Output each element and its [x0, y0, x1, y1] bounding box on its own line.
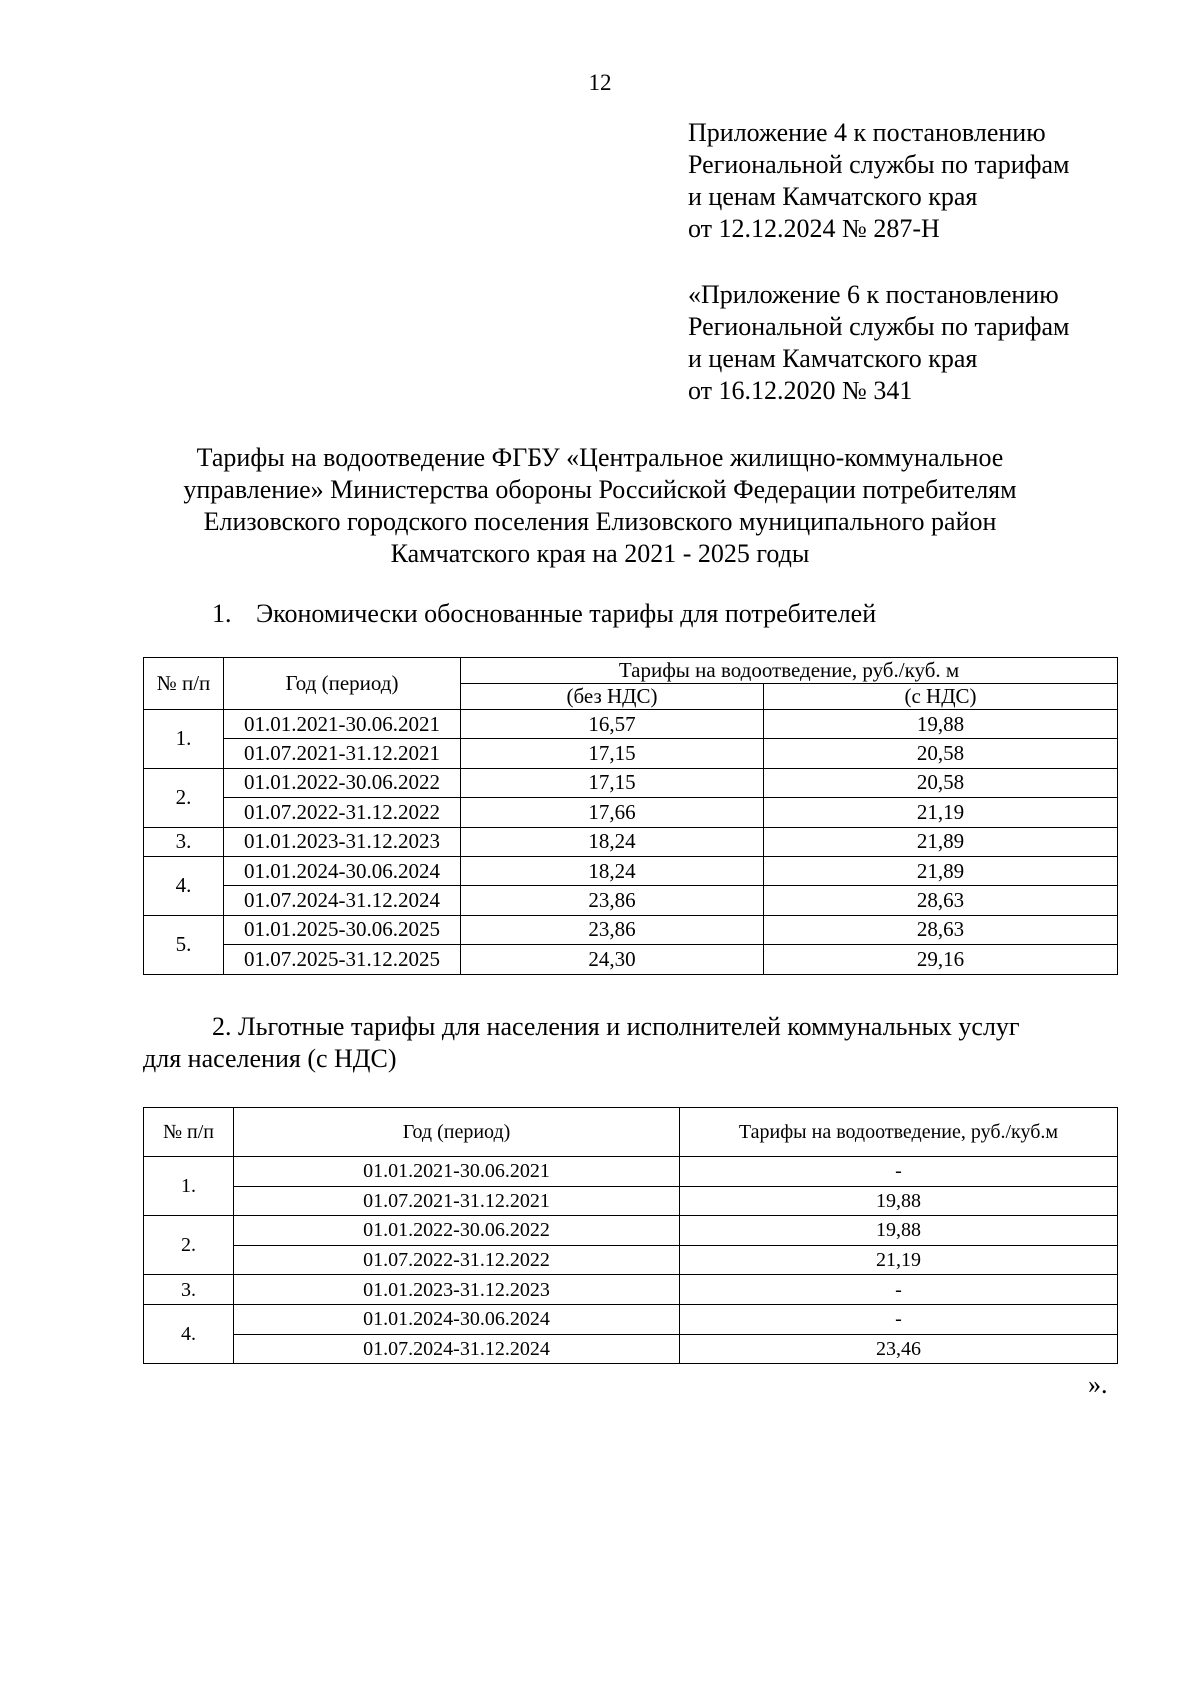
period-cell: 01.01.2022-30.06.2022 [224, 768, 461, 797]
title-line: Тарифы на водоотведение ФГБУ «Центральное жилищно-коммунальное [196, 443, 1004, 472]
vat-cell: 28,63 [764, 886, 1118, 915]
period-cell: 01.07.2025-31.12.2025 [224, 945, 461, 974]
appendix-line: и ценам Камчатского края [688, 182, 978, 211]
appendix-line: от 12.12.2024 № 287-Н [688, 214, 940, 243]
table-row [144, 1304, 1118, 1334]
period-cell: 01.01.2024-30.06.2024 [224, 856, 461, 885]
table-row [144, 1245, 1118, 1275]
table-row [144, 1186, 1118, 1216]
no-vat-cell: 24,30 [461, 945, 764, 974]
header-cell-tariff: Тарифы на водоотведение, руб./куб. м [461, 658, 1118, 684]
row-number-cell: 3. [144, 827, 224, 856]
row-number-cell: 4. [144, 1304, 234, 1363]
appendix-line: Региональной службы по тарифам [688, 312, 1070, 341]
preferential-tariffs-table [143, 1107, 1118, 1364]
row-number-cell: 4. [144, 856, 224, 915]
table-header-row [144, 658, 1118, 684]
table-row [144, 856, 1118, 885]
header-cell-num: № п/п [144, 1108, 234, 1157]
no-vat-cell: 17,15 [461, 739, 764, 768]
period-cell: 01.07.2024-31.12.2024 [224, 886, 461, 915]
row-number-cell: 3. [144, 1275, 234, 1305]
period-cell: 01.01.2023-31.12.2023 [234, 1275, 680, 1305]
appendix-line: «Приложение 6 к постановлению [688, 280, 1059, 309]
vat-cell: 29,16 [764, 945, 1118, 974]
appendix-line: Приложение 4 к постановлению [688, 118, 1046, 147]
title-line: Камчатского края на 2021 - 2025 годы [390, 539, 810, 568]
no-vat-cell: 23,86 [461, 915, 764, 944]
row-number-cell: 2. [144, 1216, 234, 1275]
appendix-reference-original [688, 279, 1069, 407]
period-cell: 01.07.2022-31.12.2022 [234, 1245, 680, 1275]
row-number-cell: 1. [144, 1157, 234, 1216]
tariff-cell: 19,88 [680, 1186, 1118, 1216]
title-line: управление» Министерства обороны Российской Федерации потребителям [183, 475, 1017, 504]
title-line: Елизовского городского поселения Елизовского муниципального район [203, 507, 997, 536]
section-1-heading [212, 598, 876, 630]
closing-quote: ». [1088, 1370, 1108, 1399]
period-cell: 01.07.2024-31.12.2024 [234, 1334, 680, 1364]
economic-tariffs-table [143, 657, 1118, 975]
no-vat-cell: 17,15 [461, 768, 764, 797]
table-row [144, 1334, 1118, 1364]
no-vat-cell: 17,66 [461, 798, 764, 827]
period-cell: 01.07.2022-31.12.2022 [224, 798, 461, 827]
section-1-title: Экономически обоснованные тарифы для потребителей [256, 599, 877, 628]
tariff-cell: 19,88 [680, 1216, 1118, 1246]
appendix-line: и ценам Камчатского края [688, 344, 978, 373]
section-2-heading-line: для населения (с НДС) [143, 1044, 397, 1073]
vat-cell: 20,58 [764, 768, 1118, 797]
header-cell-no-vat: (без НДС) [461, 684, 764, 710]
tariff-cell: - [680, 1304, 1118, 1334]
vat-cell: 21,89 [764, 856, 1118, 885]
vat-cell: 19,88 [764, 710, 1118, 739]
appendix-line: Региональной службы по тарифам [688, 150, 1070, 179]
table-row [144, 710, 1118, 739]
period-cell: 01.01.2021-30.06.2021 [234, 1157, 680, 1187]
vat-cell: 21,19 [764, 798, 1118, 827]
no-vat-cell: 16,57 [461, 710, 764, 739]
table-row [144, 1216, 1118, 1246]
table-row [144, 739, 1118, 768]
header-cell-vat: (с НДС) [764, 684, 1118, 710]
period-cell: 01.01.2025-30.06.2025 [224, 915, 461, 944]
table-row [144, 1157, 1118, 1187]
table-row [144, 886, 1118, 915]
page-number: 12 [588, 70, 612, 95]
table-row [144, 1275, 1118, 1305]
table-row [144, 768, 1118, 797]
section-1-number: 1. [212, 599, 232, 628]
table-row [144, 827, 1118, 856]
row-number-cell: 5. [144, 915, 224, 974]
no-vat-cell: 23,86 [461, 886, 764, 915]
section-2-heading-line: 2. Льготные тарифы для населения и исполнителей коммунальных услуг [212, 1012, 1020, 1041]
no-vat-cell: 18,24 [461, 856, 764, 885]
section-2-heading [143, 1011, 1117, 1075]
period-cell: 01.01.2024-30.06.2024 [234, 1304, 680, 1334]
tariff-cell: - [680, 1157, 1118, 1187]
appendix-reference-current [688, 117, 1069, 245]
table-header-row [144, 1108, 1118, 1157]
period-cell: 01.01.2021-30.06.2021 [224, 710, 461, 739]
period-cell: 01.07.2021-31.12.2021 [234, 1186, 680, 1216]
tariff-cell: 21,19 [680, 1245, 1118, 1275]
vat-cell: 20,58 [764, 739, 1118, 768]
vat-cell: 28,63 [764, 915, 1118, 944]
header-cell-num: № п/п [144, 658, 224, 710]
tariff-cell: 23,46 [680, 1334, 1118, 1364]
header-cell-period: Год (период) [234, 1108, 680, 1157]
table-row [144, 915, 1118, 944]
row-number-cell: 1. [144, 710, 224, 769]
document-title [140, 442, 1060, 570]
table-row [144, 945, 1118, 974]
table-row [144, 798, 1118, 827]
header-cell-tariff: Тарифы на водоотведение, руб./куб.м [680, 1108, 1118, 1157]
period-cell: 01.01.2023-31.12.2023 [224, 827, 461, 856]
period-cell: 01.07.2021-31.12.2021 [224, 739, 461, 768]
no-vat-cell: 18,24 [461, 827, 764, 856]
appendix-line: от 16.12.2020 № 341 [688, 376, 913, 405]
row-number-cell: 2. [144, 768, 224, 827]
period-cell: 01.01.2022-30.06.2022 [234, 1216, 680, 1246]
vat-cell: 21,89 [764, 827, 1118, 856]
tariff-cell: - [680, 1275, 1118, 1305]
header-cell-period: Год (период) [224, 658, 461, 710]
